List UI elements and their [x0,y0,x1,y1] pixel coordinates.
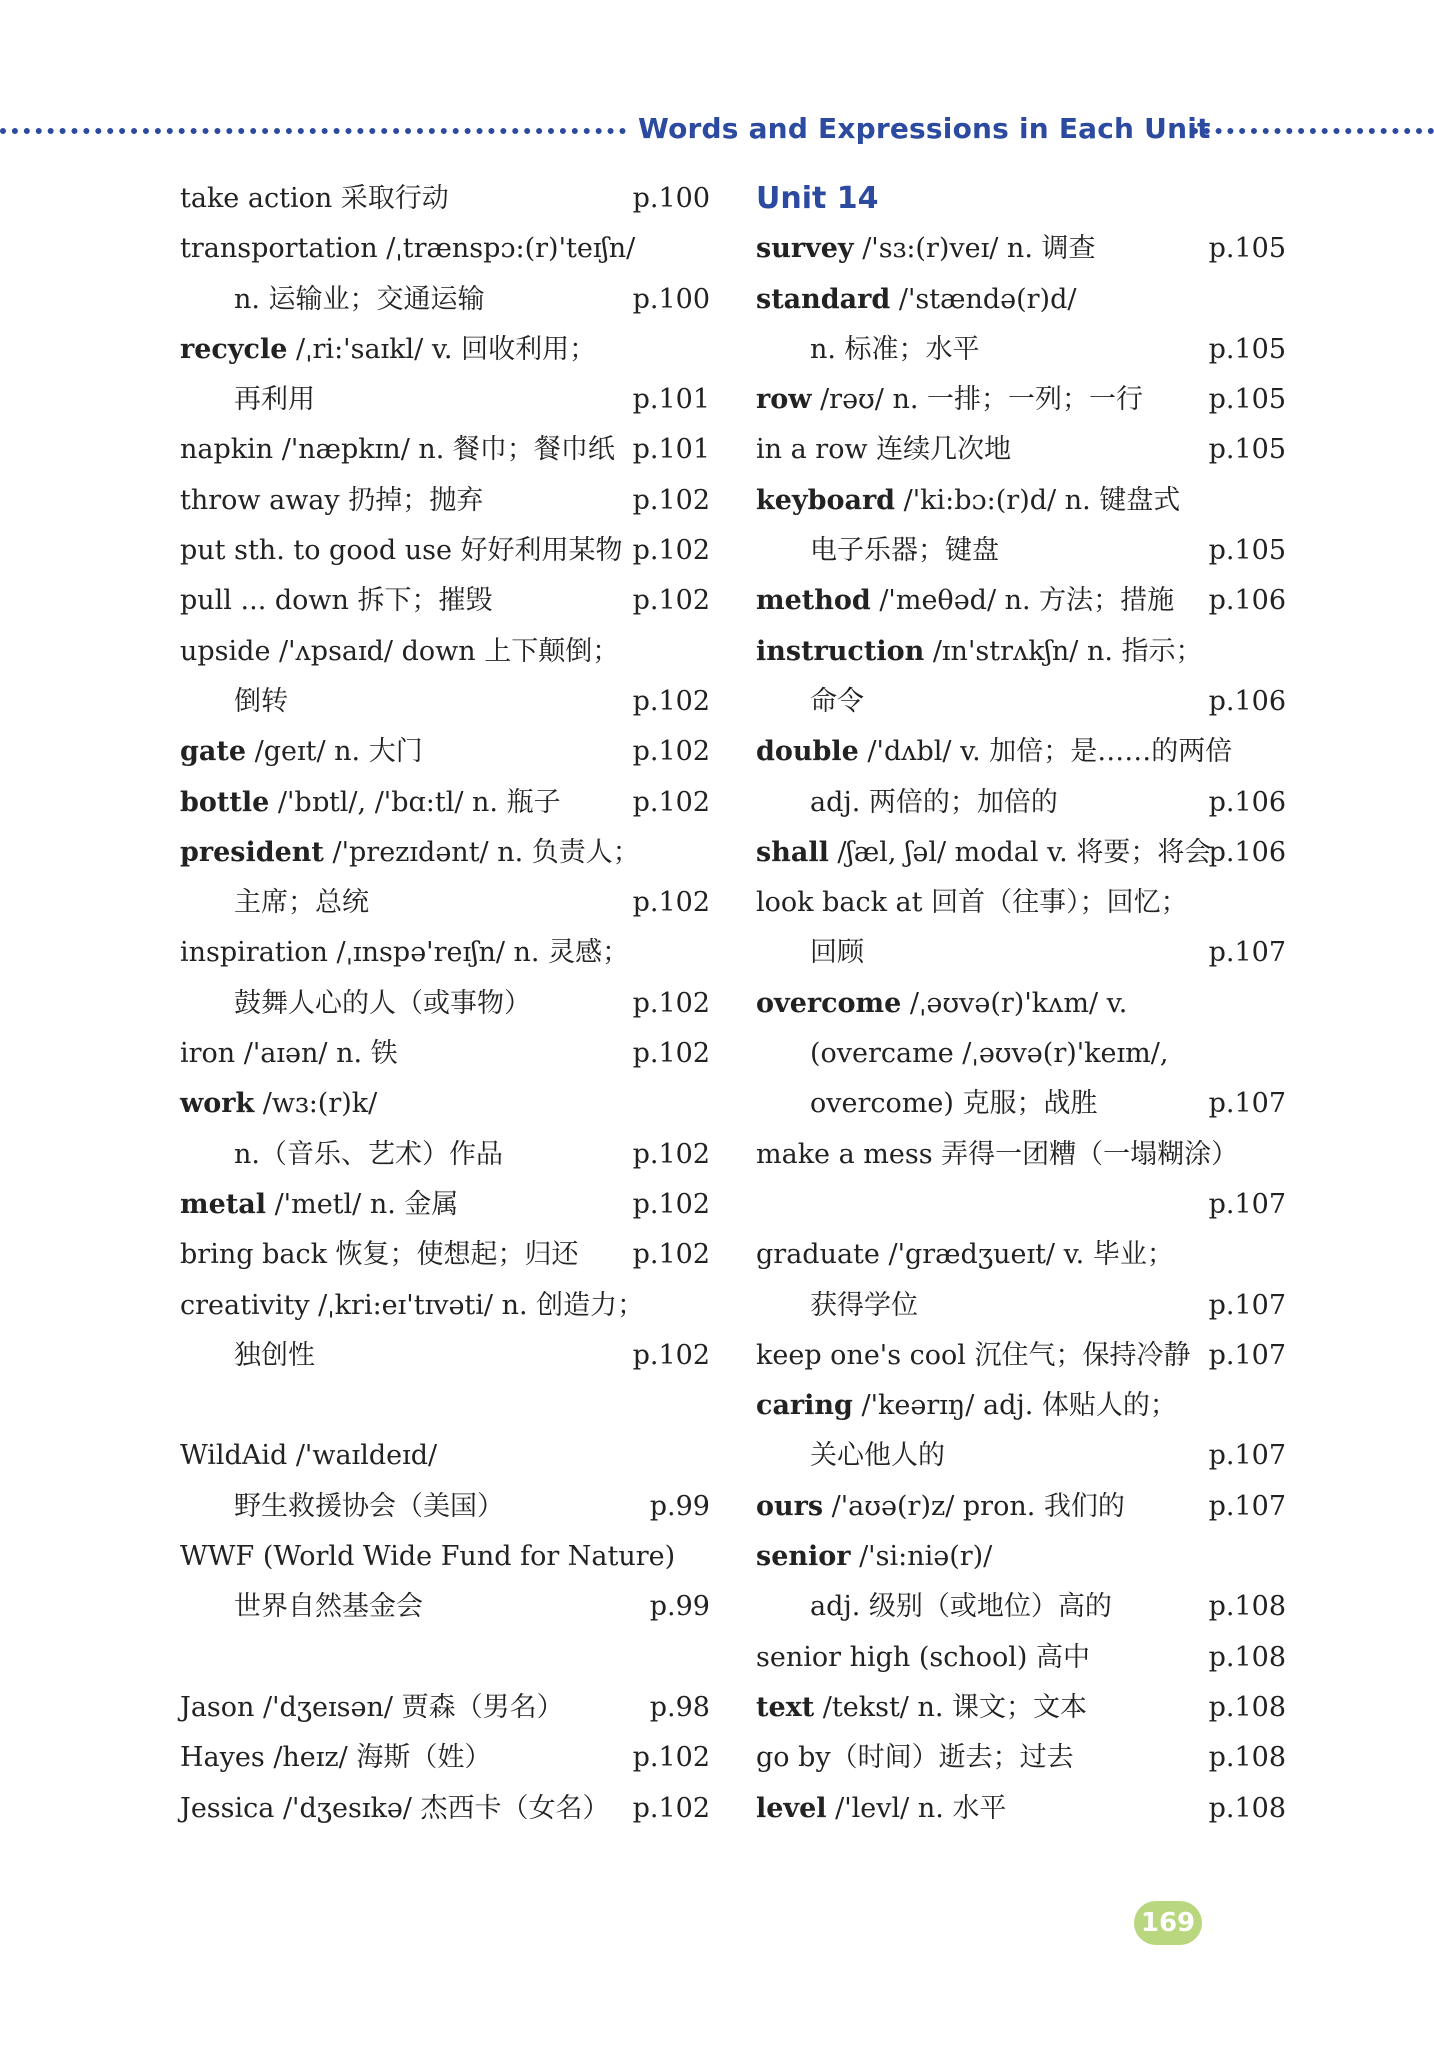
entry-text: 主席；总统 [234,887,369,919]
unit-title: Unit 14 [756,181,879,216]
vocab-entry [180,325,710,375]
vocab-entry [180,375,710,425]
vocab-entry [180,576,710,626]
page-reference: p.108 [1208,1641,1286,1673]
entry-text: graduate /'grædʒueɪt/ v. 毕业； [756,1239,1174,1271]
page-reference: p.102 [632,1239,710,1271]
entry-text: metal /'metl/ n. 金属 [180,1188,459,1220]
entry-text: pull ... down 拆下；摧毁 [180,585,493,617]
headword: ours [756,1490,824,1522]
entry-text: keyboard /'ki:bɔ:(r)d/ n. 键盘式 [756,484,1181,516]
entry-text: WWF (World Wide Fund for Nature) [180,1541,676,1573]
headword: caring [756,1390,853,1422]
page-reference: p.106 [1208,685,1286,717]
vocab-entry [756,1029,1286,1079]
entry-text: throw away 扔掉；抛弃 [180,484,484,516]
vocab-entry [756,878,1286,928]
page-reference: p.102 [632,1339,710,1371]
entry-text: recycle /ˌri:'saɪkl/ v. 回收利用； [180,333,597,365]
page-reference: p.107 [1208,1088,1286,1120]
page-reference: p.107 [1208,1289,1286,1321]
vocab-entry [180,727,710,777]
headword: gate [180,736,247,768]
entry-text: work /wɜ:(r)k/ [180,1088,378,1120]
vocab-entry [756,1331,1286,1381]
headword: double [756,736,859,768]
entry-text: 获得学位 [810,1289,918,1321]
vocab-entry [756,1582,1286,1632]
page-reference: p.102 [632,685,710,717]
vocab-entry [180,476,710,526]
vocab-entry [180,1029,710,1079]
headword: metal [180,1188,266,1220]
page-reference: p.102 [632,786,710,818]
entry-text: bottle /'bɒtl/, /'bɑ:tl/ n. 瓶子 [180,786,561,818]
entry-text: caring /'keərɪŋ/ adj. 体贴人的； [756,1390,1177,1422]
page-reference: p.105 [1208,333,1286,365]
page-reference: p.100 [632,283,710,315]
entry-text: adj. 两倍的；加倍的 [810,786,1058,818]
entry-text: senior /'si:niə(r)/ [756,1541,993,1573]
vocab-entry [180,677,710,727]
entry-text: 关心他人的 [810,1440,945,1472]
entry-text: look back at 回首（往事）；回忆； [756,887,1188,919]
entry-text: n. 标准；水平 [810,333,980,365]
headword: instruction [756,635,925,667]
entry-text: instruction /ɪn'strʌkʃn/ n. 指示； [756,635,1203,667]
page-reference: p.99 [649,1591,710,1623]
page-reference: p.102 [632,1792,710,1824]
right-word-column [756,174,1286,1834]
page-reference: p.102 [632,1742,710,1774]
vocab-entry [756,425,1286,475]
entry-text: transportation /ˌtrænspɔ:(r)'teɪʃn/ [180,233,636,265]
section-header [0,112,1434,150]
entry-text: survey /'sɜ:(r)veɪ/ n. 调查 [756,233,1096,265]
page-reference: p.102 [632,585,710,617]
vocab-entry [756,1381,1286,1431]
vocab-entry [756,979,1286,1029]
page-reference: p.106 [1208,836,1286,868]
vocab-entry [180,1683,710,1733]
page-reference: p.102 [632,887,710,919]
entry-text: WildAid /'waɪldeɪd/ [180,1440,438,1472]
entry-text: level /'levl/ n. 水平 [756,1792,1007,1824]
entry-text: overcome /ˌəʊvə(r)'kʌm/ v. [756,987,1128,1019]
vocab-entry [756,928,1286,978]
unit-heading [756,174,1286,224]
vocab-entry [180,979,710,1029]
headword: level [756,1792,827,1824]
entry-text: adj. 级别（或地位）高的 [810,1591,1112,1623]
vocab-entry [756,325,1286,375]
vocab-entry [180,627,710,677]
headword: president [180,836,324,868]
page-reference: p.107 [1208,1440,1286,1472]
page-reference: p.108 [1208,1792,1286,1824]
vocab-entry [180,174,710,224]
vocab-entry [756,224,1286,274]
entry-text: make a mess 弄得一团糟（一塌糊涂） [756,1138,1239,1170]
headword: standard [756,283,891,315]
vocab-entry [756,476,1286,526]
vocab-entry [180,878,710,928]
vocab-entry [756,1281,1286,1331]
entry-text: 命令 [810,685,864,717]
entry-text: text /tekst/ n. 课文；文本 [756,1691,1088,1723]
vocab-entry [756,677,1286,727]
vocab-entry [180,1180,710,1230]
vocab-entry [756,1532,1286,1582]
vocab-entry [756,526,1286,576]
entry-text: inspiration /ˌɪnspə'reɪʃn/ n. 灵感； [180,937,630,969]
vocab-entry [180,1079,710,1129]
vocab-entry [180,928,710,978]
vocab-entry [756,576,1286,626]
vocab-entry [180,1230,710,1280]
entry-text: Jessica /'dʒesɪkə/ 杰西卡（女名） [180,1792,610,1824]
vocab-entry [756,1130,1286,1180]
vocab-entry [756,1180,1286,1230]
vocab-entry [180,1130,710,1180]
entry-text: row /rəʊ/ n. 一排；一列；一行 [756,384,1144,416]
vocab-entry [180,1431,710,1481]
entry-text: 回顾 [810,937,864,969]
page-number-badge: 169 [1134,1901,1202,1945]
entry-text: 世界自然基金会 [234,1591,423,1623]
page-reference: p.105 [1208,384,1286,416]
entry-text: standard /'stændə(r)d/ [756,283,1077,315]
vocab-entry [180,275,710,325]
vocab-entry [756,778,1286,828]
page-reference: p.102 [632,1038,710,1070]
entry-text: bring back 恢复；使想起；归还 [180,1239,579,1271]
spacer-row [180,1633,710,1683]
vocab-entry [756,1733,1286,1783]
entry-text: Hayes /heɪz/ 海斯（姓） [180,1742,492,1774]
header-title: Words and Expressions in Each Unit [638,112,1211,145]
entry-text: 再利用 [234,384,315,416]
headword: bottle [180,786,270,818]
entry-text: gate /geɪt/ n. 大门 [180,736,423,768]
vocab-entry [180,828,710,878]
headword: survey [756,233,854,265]
entry-text: napkin /'næpkɪn/ n. 餐巾；餐巾纸 [180,434,615,466]
entry-text: Jason /'dʒeɪsən/ 贾森（男名） [180,1691,564,1723]
page-reference: p.101 [632,384,710,416]
headword: recycle [180,333,288,365]
headword: work [180,1088,255,1120]
vocab-entry [180,1482,710,1532]
vocab-entry [756,828,1286,878]
entry-text: creativity /ˌkri:eɪ'tɪvəti/ n. 创造力； [180,1289,645,1321]
headword: method [756,585,871,617]
entry-text: president /'prezɪdənt/ n. 负责人； [180,836,640,868]
entry-text: in a row 连续几次地 [756,434,1012,466]
vocab-entry [180,1784,710,1834]
page-reference: p.107 [1208,1490,1286,1522]
entry-text: 电子乐器；键盘 [810,535,999,567]
headword: text [756,1691,815,1723]
page-reference: p.102 [632,484,710,516]
page-reference: p.108 [1208,1742,1286,1774]
vocab-entry [180,778,710,828]
page-reference: p.107 [1208,937,1286,969]
page-reference: p.100 [632,183,710,214]
page-reference: p.108 [1208,1591,1286,1623]
vocab-entry [180,1582,710,1632]
page-reference: p.102 [632,1188,710,1220]
page-reference: p.99 [649,1490,710,1522]
page-reference: p.105 [1208,233,1286,265]
vocab-entry [756,1784,1286,1834]
header-dotted-rule-left [0,128,626,134]
entry-text: upside /'ʌpsaɪd/ down 上下颠倒； [180,635,620,667]
vocab-entry [180,1331,710,1381]
entry-text: take action 采取行动 [180,183,449,214]
page-reference: p.102 [632,535,710,567]
entry-text: ours /'aʊə(r)z/ pron. 我们的 [756,1490,1125,1522]
entry-text: 野生救援协会（美国） [234,1490,504,1522]
vocab-entry [756,727,1286,777]
page-reference: p.102 [632,1138,710,1170]
page-reference: p.106 [1208,786,1286,818]
entry-text: double /'dʌbl/ v. 加倍；是……的两倍 [756,736,1233,768]
page-reference: p.101 [632,434,710,466]
entry-text: n.（音乐、艺术）作品 [234,1138,503,1170]
page-reference: p.102 [632,736,710,768]
vocab-entry [756,1633,1286,1683]
page-reference: p.98 [649,1691,710,1723]
headword: keyboard [756,484,896,516]
headword: shall [756,836,829,868]
entry-text: keep one's cool 沉住气；保持冷静 [756,1339,1191,1371]
vocab-entry [756,1683,1286,1733]
page-reference: p.108 [1208,1691,1286,1723]
page-reference: p.105 [1208,434,1286,466]
entry-text: method /'meθəd/ n. 方法；措施 [756,585,1175,617]
entry-text: overcome) 克服；战胜 [810,1088,1098,1120]
vocab-entry [756,1230,1286,1280]
vocab-entry [180,1733,710,1783]
page-reference: p.107 [1208,1339,1286,1371]
vocab-entry [756,1079,1286,1129]
entry-text: iron /'aɪən/ n. 铁 [180,1038,398,1070]
vocab-entry [180,425,710,475]
vocab-entry [756,1431,1286,1481]
entry-text: go by（时间）逝去；过去 [756,1742,1074,1774]
page-reference: p.106 [1208,585,1286,617]
vocab-entry [756,1482,1286,1532]
entry-text: 独创性 [234,1339,315,1371]
headword: overcome [756,987,902,1019]
headword: senior [756,1541,851,1573]
spacer-row [180,1381,710,1431]
page-reference: p.107 [1208,1188,1286,1220]
page-reference: p.102 [632,987,710,1019]
entry-text: 鼓舞人心的人（或事物） [234,987,531,1019]
entry-text: shall /ʃæl, ʃəl/ modal v. 将要；将会 [756,836,1212,868]
entry-text: n. 运输业；交通运输 [234,283,485,315]
entry-text: put sth. to good use 好好利用某物 [180,535,623,567]
headword: row [756,384,812,416]
vocab-entry [756,627,1286,677]
left-word-column [180,174,710,1834]
vocab-entry [756,275,1286,325]
page-reference: p.105 [1208,535,1286,567]
vocab-entry [180,1532,710,1582]
vocab-entry [180,526,710,576]
header-dotted-rule-right [1192,128,1434,134]
entry-text: senior high (school) 高中 [756,1641,1091,1673]
vocab-entry [180,1281,710,1331]
entry-text: (overcame /ˌəʊvə(r)'keɪm/, [810,1038,1169,1070]
vocab-entry [756,375,1286,425]
entry-text: 倒转 [234,685,288,717]
vocab-entry [180,224,710,274]
